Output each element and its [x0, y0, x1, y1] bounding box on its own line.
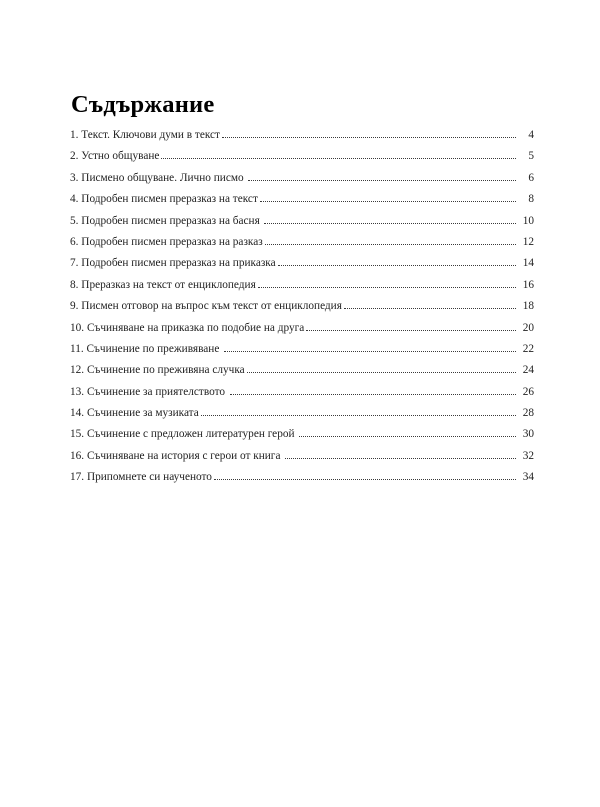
toc-entry-label: 10. Съчиняване на приказка по подобие на друга [70, 321, 305, 334]
toc-entry[interactable] [70, 403, 534, 424]
toc-entry[interactable] [70, 446, 534, 467]
toc-dot-leader [260, 201, 516, 202]
toc-entry[interactable] [70, 125, 534, 146]
toc-dot-leader [247, 372, 516, 373]
toc-entry[interactable] [70, 168, 534, 189]
toc-entry[interactable] [70, 339, 534, 360]
toc-entry-label: 4. Подробен писмен преразказ на текст [70, 193, 258, 206]
toc-page-number: 30 [522, 428, 534, 441]
toc-page-number: 8 [528, 193, 534, 206]
toc-entry-label: 9. Писмен отговор на въпрос към текст от енциклопедия [70, 300, 342, 313]
toc-page-number: 10 [522, 214, 534, 227]
toc-page-number: 5 [528, 150, 534, 163]
toc-entry[interactable] [70, 424, 534, 445]
toc-page-number: 12 [522, 235, 534, 248]
toc-dot-leader [230, 394, 516, 395]
toc-page-number: 34 [522, 471, 534, 484]
toc-page-number: 20 [522, 321, 534, 334]
toc-entry-label: 15. Съчинение с предложен литературен герой [70, 428, 295, 441]
toc-dot-leader [161, 158, 516, 159]
toc-entry[interactable] [70, 146, 534, 167]
toc-dot-leader [222, 137, 516, 138]
toc-entry-label: 2. Устно общуване [70, 150, 160, 163]
page-title: Съдържание [71, 91, 215, 119]
toc-entry[interactable] [70, 253, 534, 274]
toc-entry-label: 3. Писмено общуване. Лично писмо [70, 171, 244, 184]
toc-entry[interactable] [70, 318, 534, 339]
toc-page-number: 18 [522, 300, 534, 313]
toc-entry-label: 1. Текст. Ключови думи в текст [70, 129, 220, 141]
toc-entry-label: 17. Припомнете си наученото [70, 471, 212, 484]
toc-entry[interactable] [70, 360, 534, 381]
toc-entry-label: 5. Подробен писмен преразказ на басня [70, 214, 260, 227]
toc-entry-label: 8. Преразказ на текст от енциклопедия [70, 278, 256, 291]
toc-dot-leader [201, 415, 516, 416]
table-of-contents-list [70, 125, 534, 489]
toc-entry-label: 13. Съчинение за приятелството [70, 385, 226, 398]
toc-entry[interactable] [70, 211, 534, 232]
toc-page-number: 14 [522, 257, 534, 270]
toc-dot-leader [306, 330, 516, 331]
toc-dot-leader [264, 223, 516, 224]
toc-entry[interactable] [70, 275, 534, 296]
toc-entry-label: 7. Подробен писмен преразказ на приказка [70, 257, 276, 270]
toc-page-number: 32 [522, 449, 534, 462]
toc-page-number: 28 [522, 407, 534, 420]
toc-entry[interactable] [70, 467, 534, 488]
toc-entry-label: 12. Съчинение по преживяна случка [70, 364, 245, 377]
toc-dot-leader [285, 458, 516, 459]
toc-entry-label: 14. Съчинение за музиката [70, 407, 199, 420]
toc-page-number: 24 [522, 364, 534, 377]
toc-dot-leader [248, 180, 516, 181]
toc-dot-leader [344, 308, 516, 309]
toc-dot-leader [278, 265, 516, 266]
toc-entry-label: 16. Съчиняване на история с герои от книга [70, 449, 281, 462]
toc-dot-leader [258, 287, 516, 288]
toc-dot-leader [265, 244, 516, 245]
toc-dot-leader [299, 436, 516, 437]
toc-entry[interactable] [70, 232, 534, 253]
toc-page-number: 26 [522, 385, 534, 398]
toc-entry[interactable] [70, 296, 534, 317]
toc-entry-label: 6. Подробен писмен преразказ на разказ [70, 235, 263, 248]
toc-page-number: 4 [528, 129, 534, 141]
toc-page-number: 6 [528, 171, 534, 184]
toc-page-number: 16 [522, 278, 534, 291]
toc-entry[interactable] [70, 382, 534, 403]
toc-entry[interactable] [70, 189, 534, 210]
toc-entry-label: 11. Съчинение по преживяване [70, 342, 220, 355]
toc-dot-leader [214, 479, 516, 480]
toc-page-number: 22 [522, 342, 534, 355]
toc-dot-leader [224, 351, 516, 352]
